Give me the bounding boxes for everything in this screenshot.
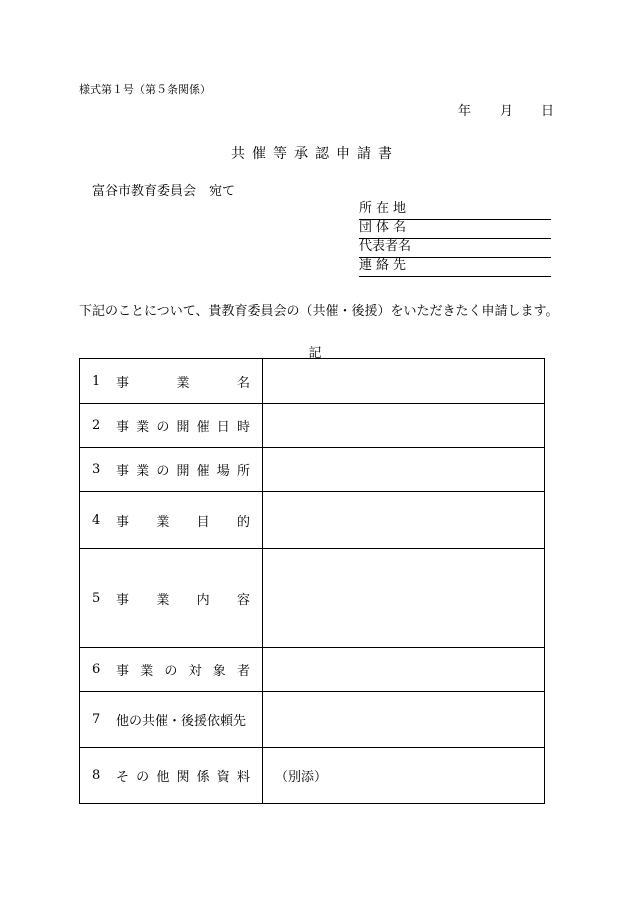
applicant-address-field[interactable] [359,200,551,220]
row-label [80,492,263,549]
table-row [80,549,545,648]
label-char: 時 [236,420,250,435]
label-char: 料 [236,770,250,785]
date-day: 日 [541,104,555,119]
row-label [80,404,263,448]
row-value-field[interactable]: （別添） [263,748,545,804]
table-row [80,692,545,748]
label-char: 業 [140,664,154,679]
label-char: 所 [236,464,250,479]
applicant-group-name-field[interactable] [359,219,551,239]
row-label-text [116,589,250,608]
row-number: 3 [92,462,101,477]
row-number: 1 [92,373,101,389]
row-label-text [116,416,250,435]
table-row [80,404,545,448]
label-char: 事 [116,420,130,435]
table-row [80,748,545,804]
label-char: 開 [176,464,190,479]
label-char: 象 [212,664,226,679]
date-month: 月 [500,104,514,119]
label-char: 事 [116,464,130,479]
row-label-text: 他の共催・後援依頼先 [116,714,247,729]
label-char: 関 [176,770,190,785]
label-char: 事 [116,514,130,530]
request-text: 下記のことについて、貴教育委員会の（共催・後援）をいただきたく申請します。 [79,304,559,319]
row-label [80,692,263,748]
form-number: 様式第１号（第５条関係） [79,83,211,96]
label-char: 事 [116,375,130,391]
row-label-text [116,511,250,530]
row-label [80,359,263,404]
row-value-field[interactable] [263,648,545,692]
label-char: 開 [176,420,190,435]
row-value-field[interactable] [263,492,545,549]
ki-heading: 記 [308,346,322,361]
row-label [80,448,263,492]
table-row [80,648,545,692]
label-char: 他 [156,770,170,785]
row-value-field[interactable] [263,448,545,492]
label-char: 業 [156,514,170,530]
table-row [80,448,545,492]
label-char: 場 [216,464,230,479]
date-year: 年 [458,104,472,119]
row-value-field[interactable] [263,692,545,748]
row-number: 4 [92,512,101,528]
items-table [79,358,545,804]
label-char: 催 [196,420,210,435]
row-label [80,549,263,648]
applicant-contact-field[interactable] [359,257,551,277]
row-label-text [116,372,250,391]
addressee: 富谷市教育委員会 宛て [92,184,236,199]
label-char: 業 [136,464,150,479]
row-label [80,648,263,692]
row-value-field[interactable] [263,549,545,648]
label-char: 的 [236,514,250,530]
label-char: 事 [116,592,130,608]
date-line [458,100,554,119]
applicant-address-label: 所在地 [359,201,411,216]
row-number: 5 [92,590,101,606]
label-char: 名 [236,375,250,391]
row-label-text [116,660,250,679]
label-char: の [136,770,150,785]
applicant-contact-label: 連絡先 [359,258,411,273]
label-char: 業 [176,375,190,391]
label-char: 事 [116,664,130,679]
row-number: 8 [92,768,101,783]
row-number: 7 [92,712,101,727]
row-number: 2 [92,418,101,433]
applicant-representative-field[interactable] [359,238,551,258]
label-char: 対 [188,664,202,679]
applicant-representative-label: 代表者名 [359,239,412,254]
row-label-text [116,460,250,479]
row-number: 6 [92,662,101,677]
document-title: 共催等承認申請書 [231,146,399,162]
row-label-text [116,766,250,785]
label-char: 業 [136,420,150,435]
label-char: 資 [216,770,230,785]
label-char: 係 [196,770,210,785]
applicant-group-name-label: 団体名 [359,220,411,235]
label-char: 日 [216,420,230,435]
label-char: 業 [156,592,170,608]
label-char: 容 [236,592,250,608]
label-char: そ [116,770,130,785]
label-char: の [156,420,170,435]
label-char: の [164,664,178,679]
label-char: 目 [196,514,210,530]
label-char: 者 [236,664,250,679]
table-row [80,359,545,404]
label-char: 催 [196,464,210,479]
table-row [80,492,545,549]
row-label [80,748,263,804]
label-char: 内 [196,592,210,608]
label-char: の [156,464,170,479]
row-value-field[interactable] [263,359,545,404]
row-value-field[interactable] [263,404,545,448]
